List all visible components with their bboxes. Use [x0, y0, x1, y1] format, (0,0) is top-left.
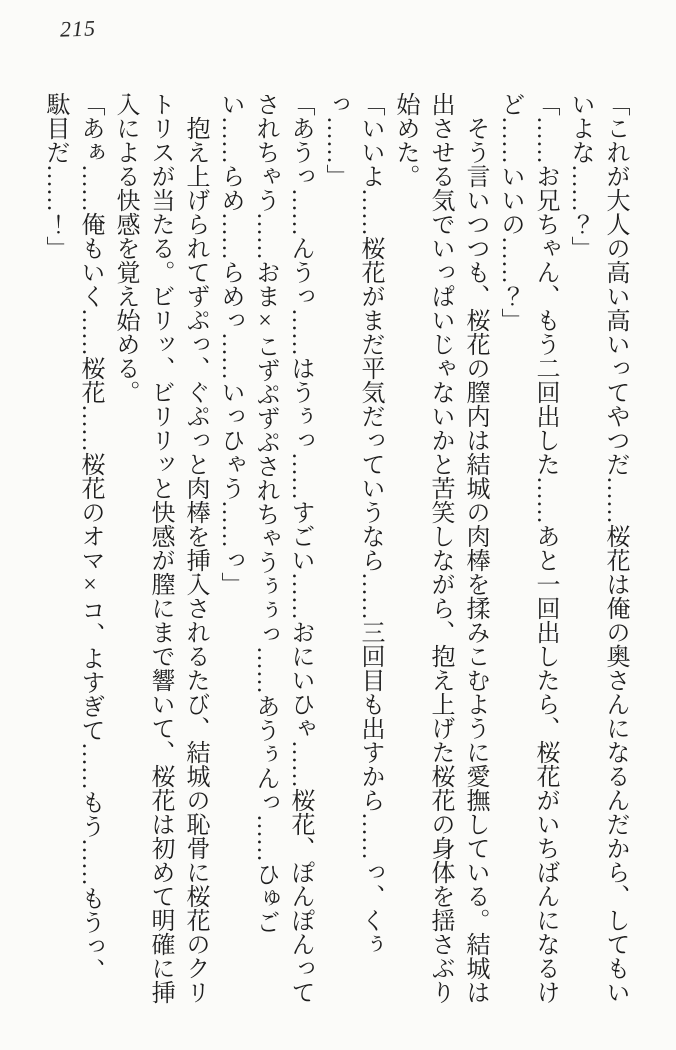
- paragraph-dialogue-2: 「……お兄ちゃん、もう二回出した……あと一回出したら、桜花がいちばんになるけど……いいの……？」: [497, 92, 558, 1004]
- paragraph-dialogue-4: 「あうっ……んうっ……はうぅっ……すごい……おにいひゃ……桜花、ぽんぽんってされちゃう……おま×こずぷずぷされちゃうぅぅっ……あうぅんっ……ひゅごい……らめ……らめっ……いっひゃう……っ」: [217, 92, 313, 1004]
- paragraph-dialogue-1: 「これが大人の高い高いってやつだ……桜花は俺の奥さんになるんだから、してもいいよな……？」: [567, 92, 628, 1004]
- paragraph-narration-1: そう言いつつも、桜花の膣内は結城の肉棒を揉みこむように愛撫している。結城は出させる気でいっぱいじゃないかと苦笑しながら、抱え上げた桜花の身体を揺さぶり始めた。: [392, 92, 488, 1004]
- page-number: 215: [59, 15, 97, 42]
- paragraph-narration-2: 抱え上げられてずぷっ、ぐぷっと肉棒を挿入されるたび、結城の恥骨に桜花のクリトリスが当たる。ビリッ、ビリリッと快感が膣にまで響いて、桜花は初めて明確に挿入による快感を覚え始める。: [112, 92, 208, 1004]
- paragraph-dialogue-3: 「いいよ……桜花がまだ平気だっていうなら……三回目も出すから……っ、くぅっ……」: [322, 92, 383, 956]
- paragraph-dialogue-5: 「あぁ……俺もいく……桜花……桜花のオマ×コ、よすぎて……もう……もうっ、駄目だ……！」: [42, 92, 103, 982]
- novel-text-block: [37, 92, 632, 1004]
